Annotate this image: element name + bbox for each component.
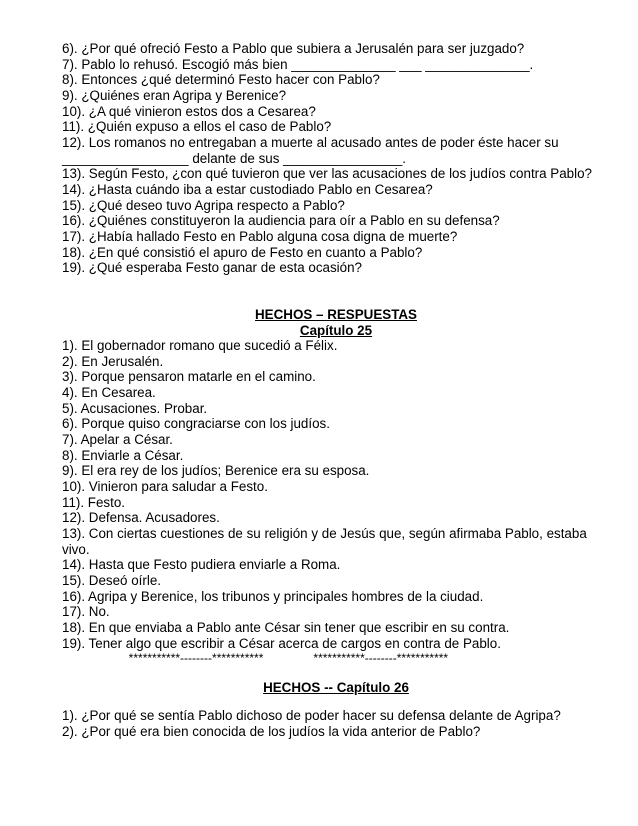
question-item: 9). ¿Quiénes eran Agripa y Berenice? xyxy=(62,87,287,103)
question-item: 14). ¿Hasta cuándo iba a estar custodiado Pablo en Cesarea? xyxy=(62,181,433,197)
answer-item: 10). Vinieron para saludar a Festo. xyxy=(62,479,268,495)
answer-item: 3). Porque pensaron matarle en el camino. xyxy=(62,369,316,385)
question-item: 11). ¿Quién expuso a ellos el caso de Pablo? xyxy=(62,119,332,135)
answer-item: 18). En que enviaba a Pablo ante César sin tener que escribir en su contra. xyxy=(62,619,510,635)
question-item: 8). Entonces ¿qué determinó Festo hacer con Pablo? xyxy=(62,72,380,88)
spacer xyxy=(62,666,610,680)
answer-item: 15). Deseó oírle. xyxy=(62,573,161,588)
answer-item: 12). Defensa. Acusadores. xyxy=(62,510,220,526)
answer-item: 5). Acusaciones. Probar. xyxy=(62,400,208,416)
questions-chapter-25 xyxy=(62,41,610,276)
answer-item: 11). Festo. xyxy=(62,494,126,510)
answers-chapter-25 xyxy=(62,338,610,651)
answer-item: 14). Hasta que Festo pudiera enviarle a Roma. xyxy=(62,557,341,573)
answer-item: 2). En Jerusalén. xyxy=(62,353,164,369)
answer-item: 8). Enviarle a César. xyxy=(62,447,184,463)
question-item: 16). ¿Quiénes constituyeron la audiencia para oír a Pablo en su defensa? xyxy=(62,213,500,229)
question-item: 18). ¿En qué consistió el apuro de Festo en cuanto a Pablo? xyxy=(62,244,423,260)
chapter-26-heading: HECHOS -- Capítulo 26 xyxy=(263,680,409,696)
question-item: 7). Pablo lo rehusó. Escogió más bien ______________ ___ ______________. xyxy=(62,56,534,72)
question-item: 10). ¿A qué vinieron estos dos a Cesarea? xyxy=(62,103,316,119)
spacer xyxy=(62,696,610,708)
answer-item: 17). No. xyxy=(62,604,110,620)
spacer xyxy=(62,276,610,307)
answer-item: 4). En Cesarea. xyxy=(62,385,156,401)
question-item: 2). ¿Por qué era bien conocida de los judíos la vida anterior de Pablo? xyxy=(62,723,481,739)
answer-item: 9). El era rey de los judíos; Berenice era su esposa. xyxy=(62,463,370,479)
answer-item: 19). Tener algo que escribir a César acerca de cargos en contra de Pablo. xyxy=(62,635,501,651)
questions-chapter-26 xyxy=(62,708,610,739)
question-item: 12). Los romanos no entregaban a muerte al acusado antes de poder éste hacer su _________________ delante de sus ________________. xyxy=(62,134,559,166)
answers-subheading: Capítulo 25 xyxy=(299,322,373,338)
answer-item: 7). Apelar a César. xyxy=(62,432,173,448)
question-item: 19). ¿Qué esperaba Festo ganar de esta ocasión? xyxy=(62,260,362,276)
answer-item: 13). Con ciertas cuestiones de su religión y de Jesús que, según afirmaba Pablo, estaba vivo. xyxy=(62,526,587,557)
answer-item: 6). Porque quiso congraciarse con los judíos. xyxy=(62,416,330,432)
section-separator: ***********--------*********** ***********--------*********** xyxy=(62,651,449,666)
question-item: 17). ¿Había hallado Festo en Pablo alguna cosa digna de muerte? xyxy=(62,228,458,244)
question-item: 1). ¿Por qué se sentía Pablo dichoso de poder hacer su defensa delante de Agripa? xyxy=(62,707,561,723)
question-item: 6). ¿Por qué ofreció Festo a Pablo que subiera a Jerusalén para ser juzgado? xyxy=(62,41,525,56)
answers-heading: HECHOS – RESPUESTAS xyxy=(255,306,417,322)
question-item: 13). Según Festo, ¿con qué tuvieron que ver las acusaciones de los judíos contra Pablo? xyxy=(62,166,592,182)
answer-item: 16). Agripa y Berenice, los tribunos y principales hombres de la ciudad. xyxy=(62,588,484,604)
answer-item: 1). El gobernador romano que sucedió a Félix. xyxy=(62,338,338,354)
question-item: 15). ¿Qué deseo tuvo Agripa respecto a Pablo? xyxy=(62,197,345,213)
